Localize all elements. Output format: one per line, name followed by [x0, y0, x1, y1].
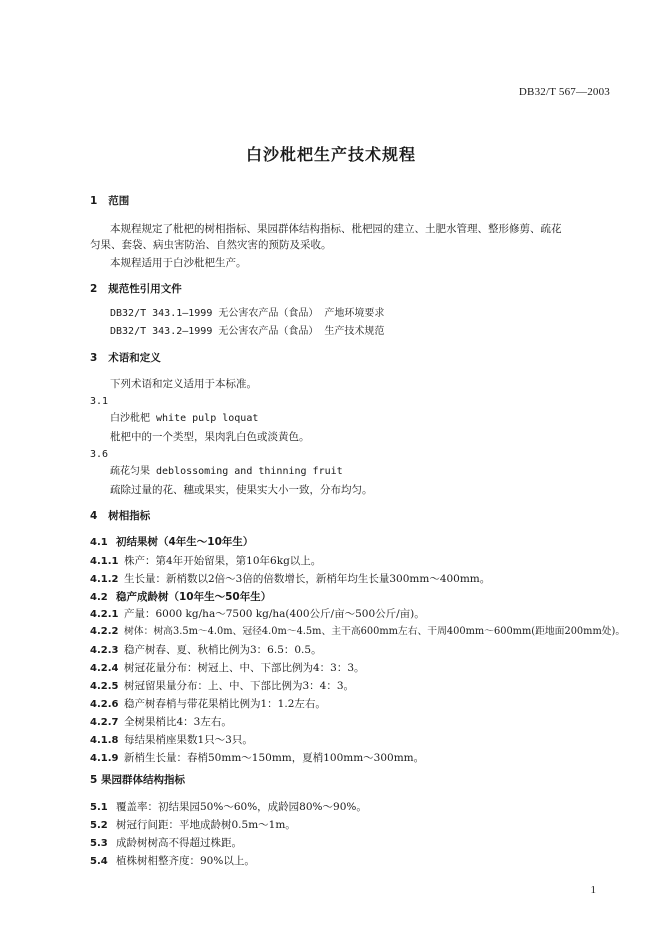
clause-text: 生长量：新梢数以2倍～3倍的倍数增长，新梢年均生长量300mm～400mm。: [124, 573, 491, 585]
section-1-title: 范围: [108, 195, 130, 207]
section-3-number: 3: [90, 352, 98, 364]
clause-number: 4.2.1: [90, 609, 119, 620]
clause-text: 产量：6000 kg/ha～7500 kg/ha(400公斤/亩～500公斤/亩)。: [124, 608, 425, 620]
section-1-number: 1: [90, 195, 98, 207]
clause-4-2-1: [90, 607, 425, 622]
clause-text: 初结果树（4年生～10年生）: [116, 536, 254, 548]
clause-number: 4.2.2: [90, 626, 119, 637]
clause-number: 5.1: [90, 802, 108, 813]
section-4-heading: [90, 509, 150, 523]
clause-text: 稳产树春、夏、秋梢比例为3：6.5：0.5。: [124, 644, 322, 656]
term-1-name: 白沙枇杷 white pulp loquat: [110, 413, 259, 424]
section-5-number: 5: [90, 774, 98, 786]
page-number: 1: [590, 884, 596, 896]
clause-text: 覆盖率：初结果园50%～60%，成龄园80%～90%。: [116, 801, 367, 813]
clause-text: 全树果梢比4：3左右。: [124, 716, 232, 728]
section-2-number: 2: [90, 283, 98, 295]
section-5-title: 果园群体结构指标: [100, 774, 185, 786]
reference-2: DB32/T 343.2—1999 无公害农产品（食品） 生产技术规范: [110, 326, 385, 337]
clause-5-1: [90, 800, 367, 815]
clause-text: 稳产成龄树（10年生～50年生）: [116, 591, 272, 603]
clause-number: 4.2.7: [90, 717, 119, 728]
clause-4-2-3: [90, 643, 322, 658]
clause-text: 新梢生长量：春梢50mm～150mm，夏梢100mm～300mm。: [124, 752, 425, 764]
clause-number: 5.3: [90, 838, 108, 849]
clause-text: 成龄树树高不得超过株距。: [116, 837, 242, 849]
clause-4-1-2: [90, 572, 490, 587]
clause-number: 4.1: [90, 537, 108, 548]
section-3-heading: [90, 351, 161, 365]
term-1-definition: 枇杷中的一个类型，果肉乳白色或淡黄色。: [110, 431, 310, 443]
document-number: DB32/T 567—2003: [518, 86, 610, 98]
section-2-title: 规范性引用文件: [108, 283, 182, 295]
clause-4-2-2: [90, 625, 625, 639]
clause-number: 4.2: [90, 592, 108, 603]
section-2-heading: [90, 282, 182, 296]
clause-text: 株产：第4年开始留果，第10年6kg以上。: [124, 555, 322, 567]
term-2-name: 疏花匀果 deblossoming and thinning fruit: [110, 466, 343, 477]
clause-4-2-7: [90, 715, 232, 730]
clause-4-2: [90, 590, 271, 605]
section-5-heading: [90, 773, 185, 787]
clause-4-1-1: [90, 554, 321, 569]
clause-number: 4.2.6: [90, 699, 119, 710]
term-2-definition: 疏除过量的花、穗或果实，使果实大小一致，分布均匀。: [110, 484, 373, 496]
clause-4-2-6: [90, 697, 326, 712]
clause-5-3: [90, 836, 242, 851]
clause-text: 树冠花量分布：树冠上、中、下部比例为4：3：3。: [124, 662, 365, 674]
section-1-paragraph-2: 本规程适用于白沙枇杷生产。: [110, 257, 247, 269]
clause-4-1-8: [90, 733, 253, 748]
clause-5-2: [90, 818, 296, 833]
term-1-number: 3.1: [90, 396, 109, 407]
clause-4-1: [90, 535, 253, 550]
clause-4-2-5: [90, 679, 354, 694]
clause-text: 每结果梢座果数1只～3只。: [124, 734, 253, 746]
clause-number: 4.2.4: [90, 663, 119, 674]
section-1-paragraph-1a: 本规程规定了枇杷的树相指标、果园群体结构指标、枇杷园的建立、土肥水管理、整形修剪、疏花: [110, 223, 562, 235]
section-4-title: 树相指标: [108, 510, 151, 522]
section-3-title: 术语和定义: [108, 352, 161, 364]
reference-1: DB32/T 343.1—1999 无公害农产品（食品） 产地环境要求: [110, 308, 385, 319]
clause-number: 4.1.1: [90, 556, 119, 567]
clause-5-4: [90, 854, 255, 869]
clause-number: 4.2.5: [90, 681, 119, 692]
clause-number: 4.1.8: [90, 735, 119, 746]
section-1-heading: [90, 194, 129, 208]
section-4-number: 4: [90, 510, 98, 522]
clause-text: 植株树相整齐度：90%以上。: [116, 855, 255, 867]
section-1-paragraph-1b: 匀果、套袋、病虫害防治、自然灾害的预防及采收。: [90, 239, 332, 251]
term-2-number: 3.6: [90, 449, 109, 460]
document-title: 白沙枇杷生产技术规程: [245, 145, 416, 164]
clause-text: 树冠行间距：平地成龄树0.5m～1m。: [116, 819, 296, 831]
clause-number: 4.1.9: [90, 753, 119, 764]
clause-number: 5.4: [90, 856, 108, 867]
clause-4-1-9: [90, 751, 424, 766]
clause-number: 5.2: [90, 820, 108, 831]
clause-text: 树体：树高3.5m～4.0m、冠径4.0m～4.5m、主干高600mm左右、干周400mm～600mm(距地面200mm处)。: [124, 626, 626, 637]
clause-text: 树冠留果量分布：上、中、下部比例为3：4：3。: [124, 680, 355, 692]
section-3-intro: 下列术语和定义适用于本标准。: [110, 378, 257, 390]
clause-4-2-4: [90, 661, 365, 676]
clause-text: 稳产树春梢与带花果梢比例为1：1.2左右。: [124, 698, 326, 710]
clause-number: 4.2.3: [90, 645, 119, 656]
clause-number: 4.1.2: [90, 574, 119, 585]
